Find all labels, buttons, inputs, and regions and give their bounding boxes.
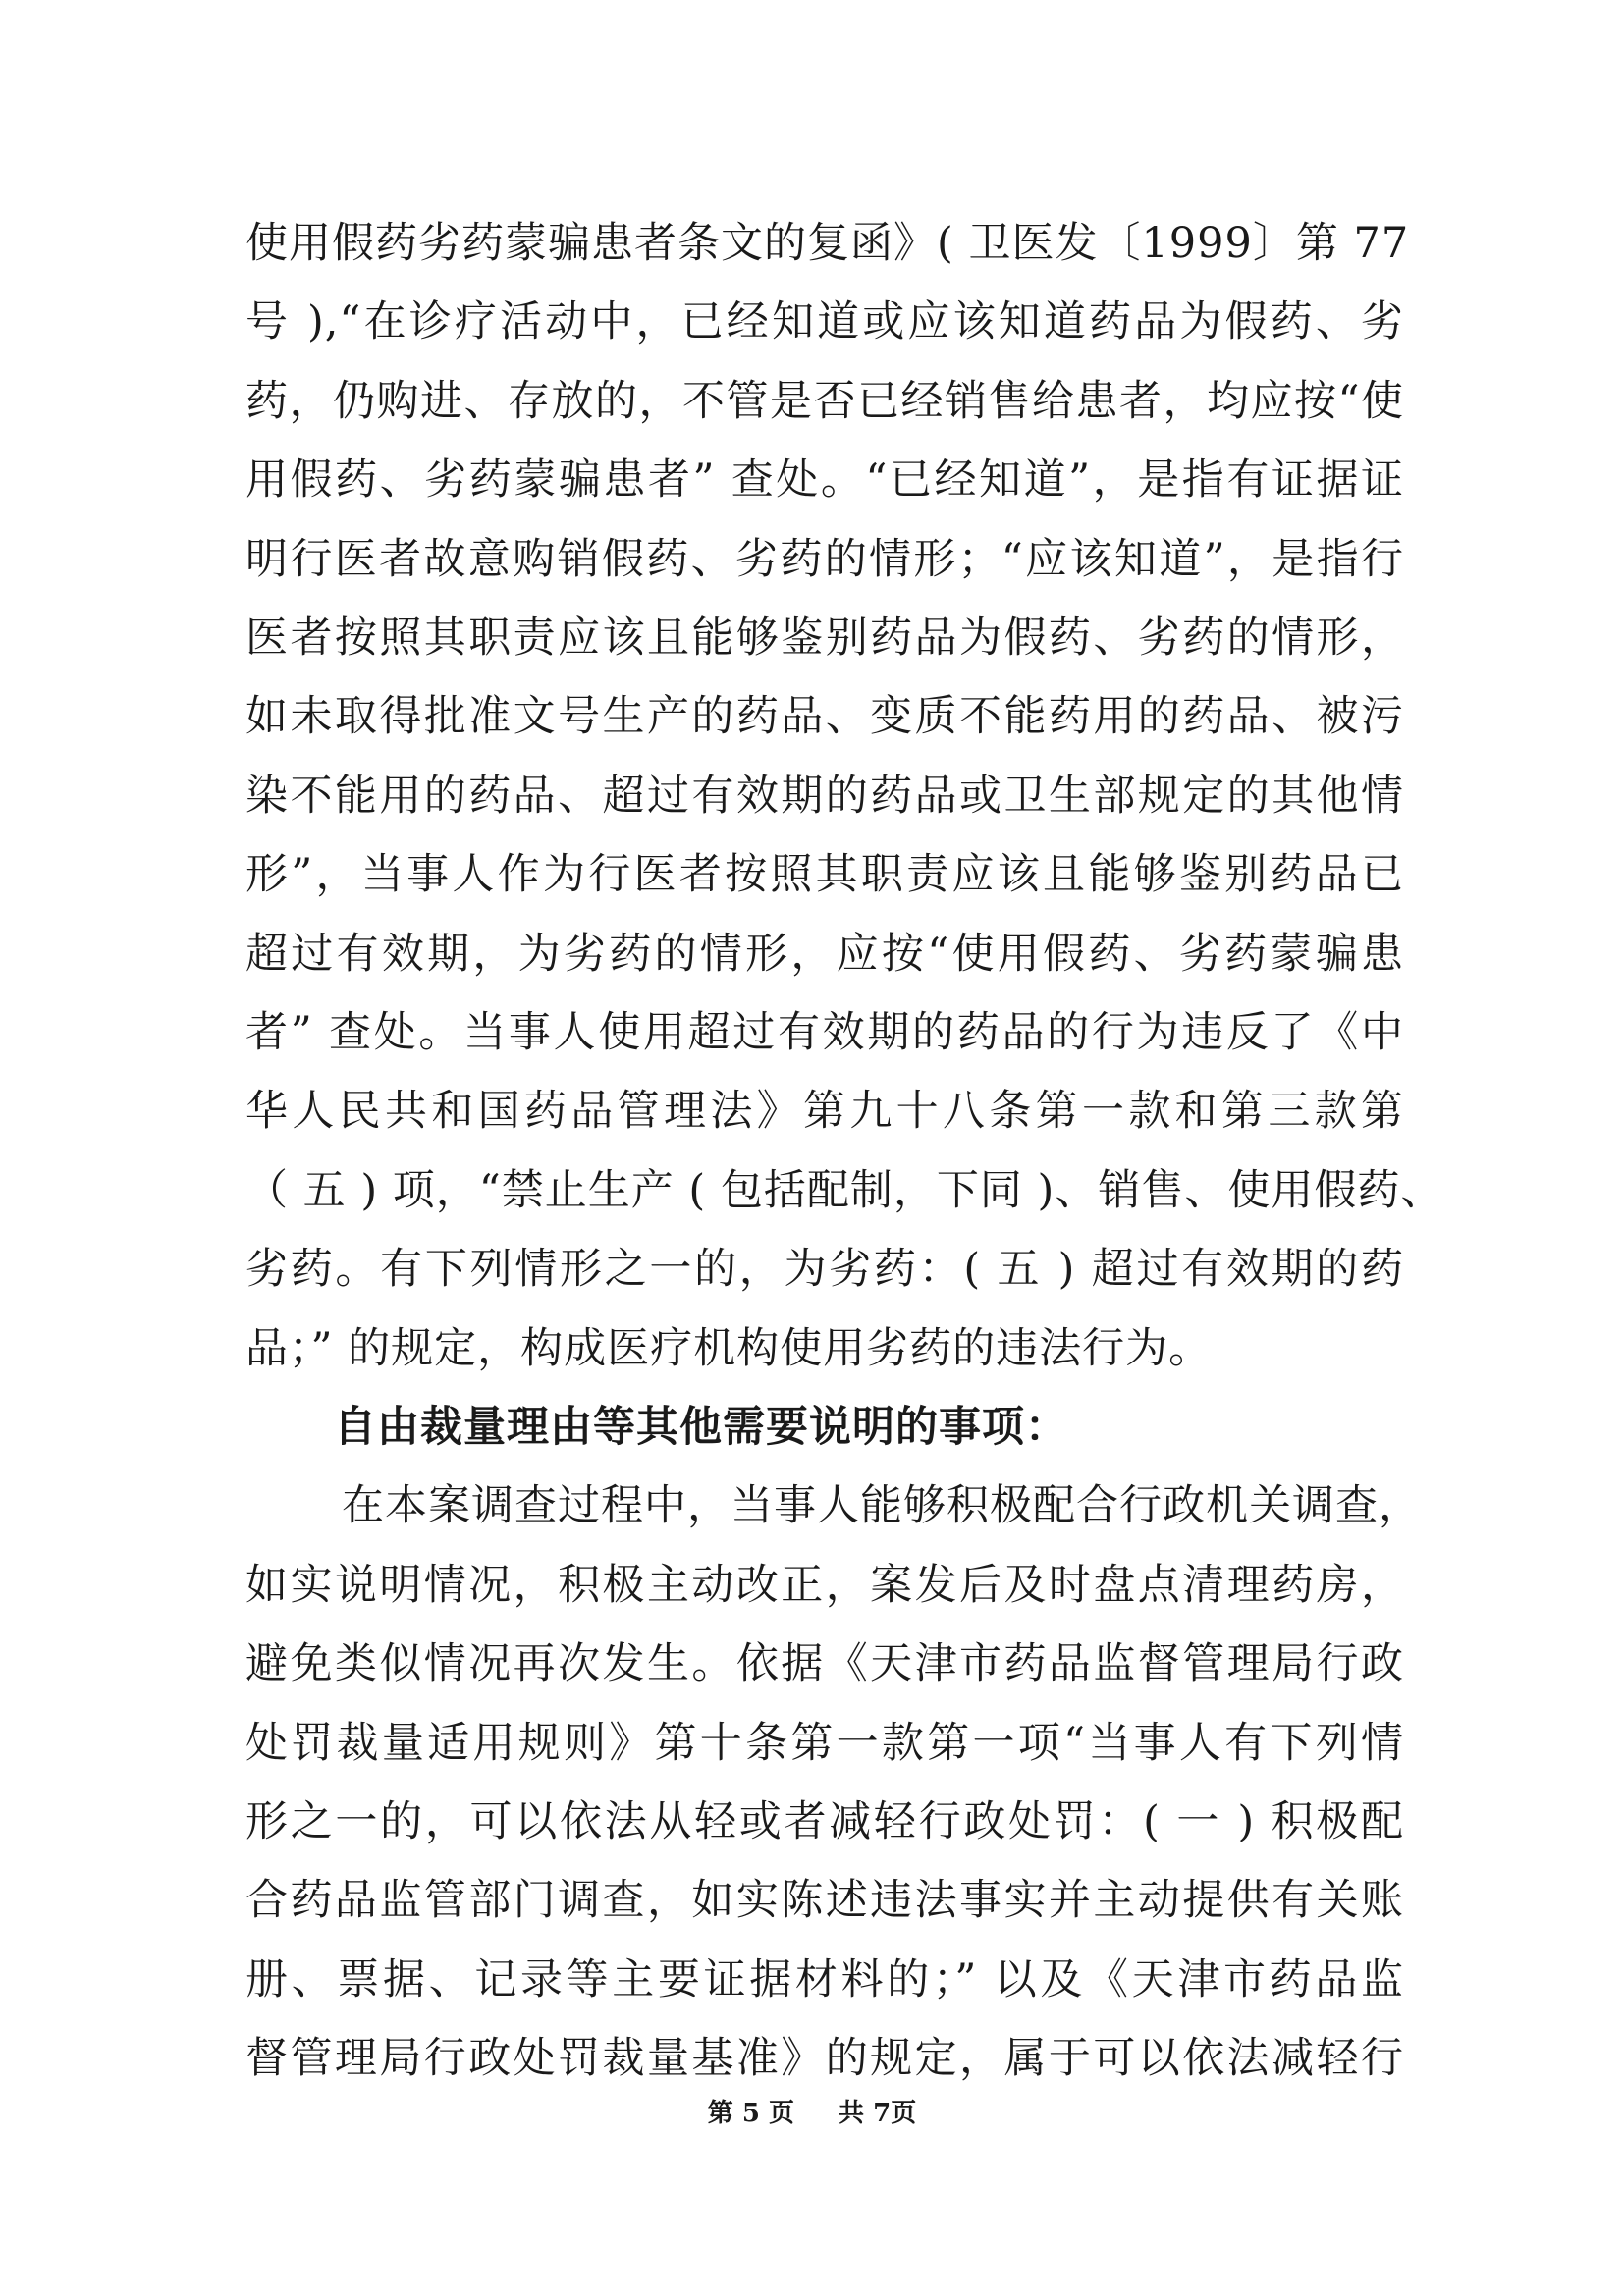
body-line: 染不能用的药品、超过有效期的药品或卫生部规定的其他情 [245,771,1404,821]
body-line: 使用假药劣药蒙骗患者条文的复函》( 卫医发〔1999〕第 77 [245,219,1410,268]
body-line: 华人民共和国药品管理法》第九十八条第一款和第三款第 [245,1087,1404,1137]
page-total: 共 7页 [839,2099,917,2128]
body-line: 号 ),“在诊疗活动中，已经知道或应该知道药品为假药、劣 [245,297,1404,347]
body-line: 如实说明情况，积极主动改正，案发后及时盘点清理药房， [245,1560,1404,1610]
page-current: 第 5 页 [707,2099,794,2128]
body-line: 如未取得批准文号生产的药品、变质不能药用的药品、被污 [245,692,1404,742]
body-line: 医者按照其职责应该且能够鉴别药品为假药、劣药的情形， [245,614,1404,663]
page-footer [0,2096,1624,2131]
body-line: 避免类似情况再次发生。依据《天津市药品监督管理局行政 [245,1639,1404,1689]
paragraph-first-line: 在本案调查过程中，当事人能够积极配合行政机关调查， [342,1481,1422,1531]
body-line: 督管理局行政处罚裁量基准》的规定，属于可以依法减轻行 [245,2034,1404,2084]
body-line: 形”，当事人作为行医者按照其职责应该且能够鉴别药品已 [245,850,1404,900]
body-line: （ 五 ) 项，“禁止生产 ( 包括配制，下同 )、销售、使用假药、 [245,1165,1444,1215]
body-line: 形之一的，可以依法从轻或者减轻行政处罚：( 一 ) 积极配 [245,1797,1404,1846]
body-line: 劣药。有下列情形之一的，为劣药：( 五 ) 超过有效期的药 [245,1245,1404,1295]
body-line: 册、票据、记录等主要证据材料的；” 以及《天津市药品监 [245,1954,1404,2004]
body-line: 处罚裁量适用规则》第十条第一款第一项“当事人有下列情 [245,1718,1404,1768]
body-line: 者” 查处。当事人使用超过有效期的药品的行为违反了《中 [245,1008,1404,1057]
body-line: 用假药、劣药蒙骗患者” 查处。“已经知道”，是指有证据证 [245,455,1404,506]
section-heading: 自由裁量理由等其他需要说明的事项： [334,1403,1068,1452]
body-line: 药，仍购进、存放的，不管是否已经销售给患者，均应按“使 [245,376,1404,426]
body-line: 品；” 的规定，构成医疗机构使用劣药的违法行为。 [245,1323,1213,1373]
body-line: 合药品监管部门调查，如实陈述违法事实并主动提供有关账 [245,1876,1404,1926]
body-line: 超过有效期，为劣药的情形，应按“使用假药、劣药蒙骗患 [245,929,1404,979]
body-line: 明行医者故意购销假药、劣药的情形；“应该知道”，是指行 [245,534,1404,584]
